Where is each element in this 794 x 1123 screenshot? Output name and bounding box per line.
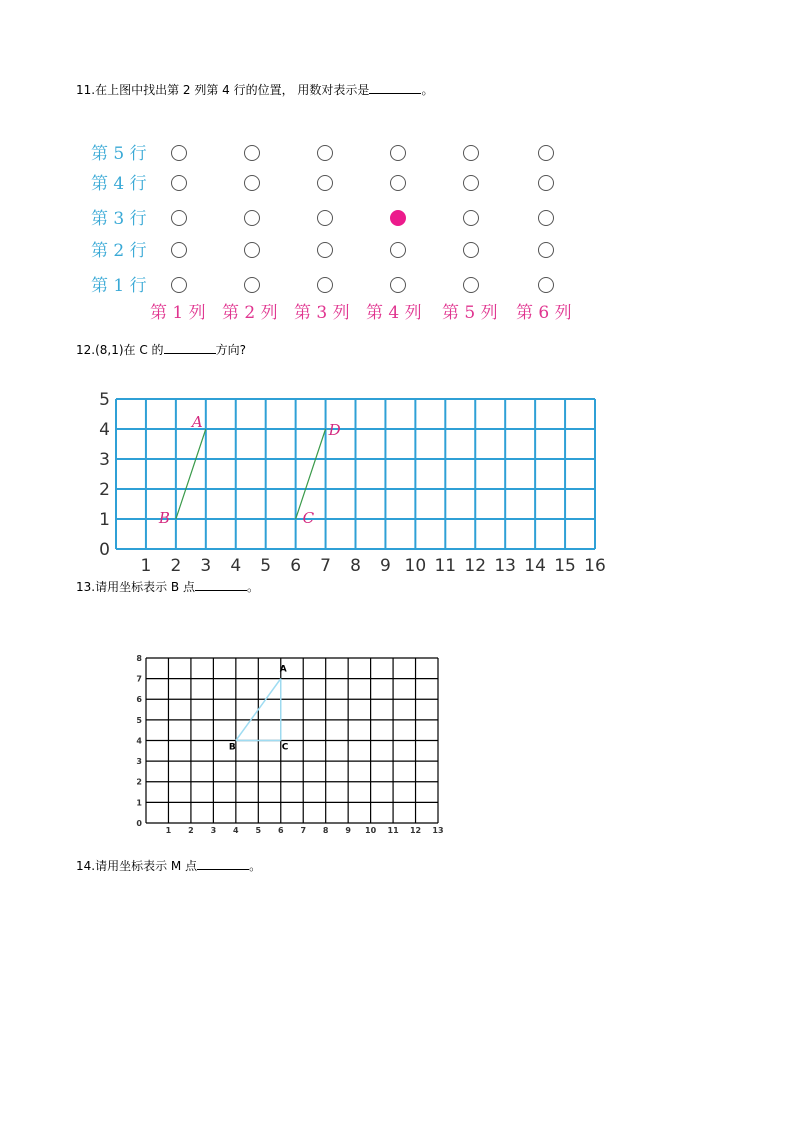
column-label: 第 4 列 (366, 303, 422, 323)
x-tick-label: 5 (260, 556, 272, 576)
y-tick-label: 4 (99, 420, 110, 441)
x-tick-label: 11 (434, 556, 457, 576)
x-tick-label: 11 (387, 826, 399, 835)
y-tick-label: 5 (136, 715, 142, 725)
question-suffix: 。 (249, 859, 262, 873)
question-text: 请用坐标表示 M 点 (95, 859, 198, 873)
answer-blank[interactable] (197, 857, 249, 870)
y-tick-label: 6 (136, 695, 142, 705)
question-number: 13. (76, 580, 96, 594)
y-tick-label: 3 (136, 757, 142, 767)
y-tick-label: 1 (136, 798, 142, 808)
question-number: 14. (76, 859, 96, 873)
point-label-D: D (328, 421, 341, 439)
x-tick-label: 12 (409, 826, 422, 835)
column-label: 第 2 列 (222, 303, 278, 323)
x-tick-label: 8 (350, 556, 361, 576)
x-tick-label: 13 (432, 826, 444, 835)
x-tick-label: 1 (165, 826, 172, 835)
x-tick-label: 9 (380, 556, 391, 576)
x-tick-label: 4 (230, 556, 242, 576)
y-tick-label: 1 (99, 510, 110, 531)
row-label: 第 2 行 (91, 241, 147, 261)
question-text: 在上图中找出第 2 列第 4 行的位置， 用数对表示是 (95, 83, 370, 97)
question-suffix: 方向? (215, 343, 246, 357)
x-tick-label: 8 (322, 826, 329, 835)
y-tick-label: 2 (99, 480, 110, 501)
question-number: 11. (76, 83, 96, 97)
column-label: 第 6 列 (516, 303, 572, 323)
question-text: (8,1)在 C 的 (95, 343, 164, 357)
x-tick-label: 2 (188, 826, 194, 835)
point-label-A: A (191, 413, 203, 431)
x-tick-label: 7 (320, 556, 331, 576)
column-label: 第 3 列 (294, 303, 350, 323)
y-tick-label: 0 (99, 540, 110, 561)
point-label-C: C (302, 509, 315, 527)
point-label-B: B (228, 742, 236, 753)
x-tick-label: 6 (290, 556, 302, 576)
y-tick-label: 2 (136, 777, 142, 787)
x-tick-label: 10 (404, 556, 427, 576)
x-tick-label: 10 (365, 826, 377, 835)
x-tick-label: 3 (210, 826, 217, 835)
y-tick-label: 7 (136, 674, 142, 684)
y-tick-label: 4 (136, 736, 142, 746)
x-tick-label: 12 (464, 556, 487, 576)
question-suffix: 。 (421, 83, 434, 97)
point-label-C: C (281, 742, 289, 753)
x-tick-label: 16 (584, 556, 606, 576)
y-tick-label: 3 (99, 450, 110, 471)
y-tick-label: 5 (99, 390, 110, 411)
x-tick-label: 13 (494, 556, 517, 576)
column-label: 第 1 列 (150, 303, 206, 323)
x-tick-label: 1 (140, 556, 152, 576)
question-14 (76, 857, 261, 874)
question-text: 请用坐标表示 B 点 (95, 580, 195, 594)
x-tick-label: 5 (255, 826, 262, 835)
row-label: 第 4 行 (91, 174, 147, 194)
row-label: 第 5 行 (91, 144, 147, 164)
y-tick-label: 8 (136, 653, 142, 663)
x-tick-label: 14 (524, 556, 546, 576)
row-label: 第 3 行 (91, 209, 147, 229)
y-tick-label: 0 (136, 818, 142, 828)
x-tick-label: 2 (170, 556, 182, 576)
x-tick-label: 7 (300, 826, 307, 835)
x-tick-label: 4 (233, 826, 239, 835)
x-tick-label: 9 (345, 826, 351, 835)
point-label-A: A (279, 664, 287, 675)
point-label-B: B (158, 509, 170, 527)
row-label: 第 1 行 (91, 276, 147, 296)
column-label: 第 5 列 (442, 303, 498, 323)
x-tick-label: 15 (554, 556, 576, 576)
x-tick-label: 6 (277, 826, 284, 835)
question-number: 12. (76, 343, 96, 357)
question-suffix: 。 (246, 580, 259, 594)
x-tick-label: 3 (200, 556, 212, 576)
